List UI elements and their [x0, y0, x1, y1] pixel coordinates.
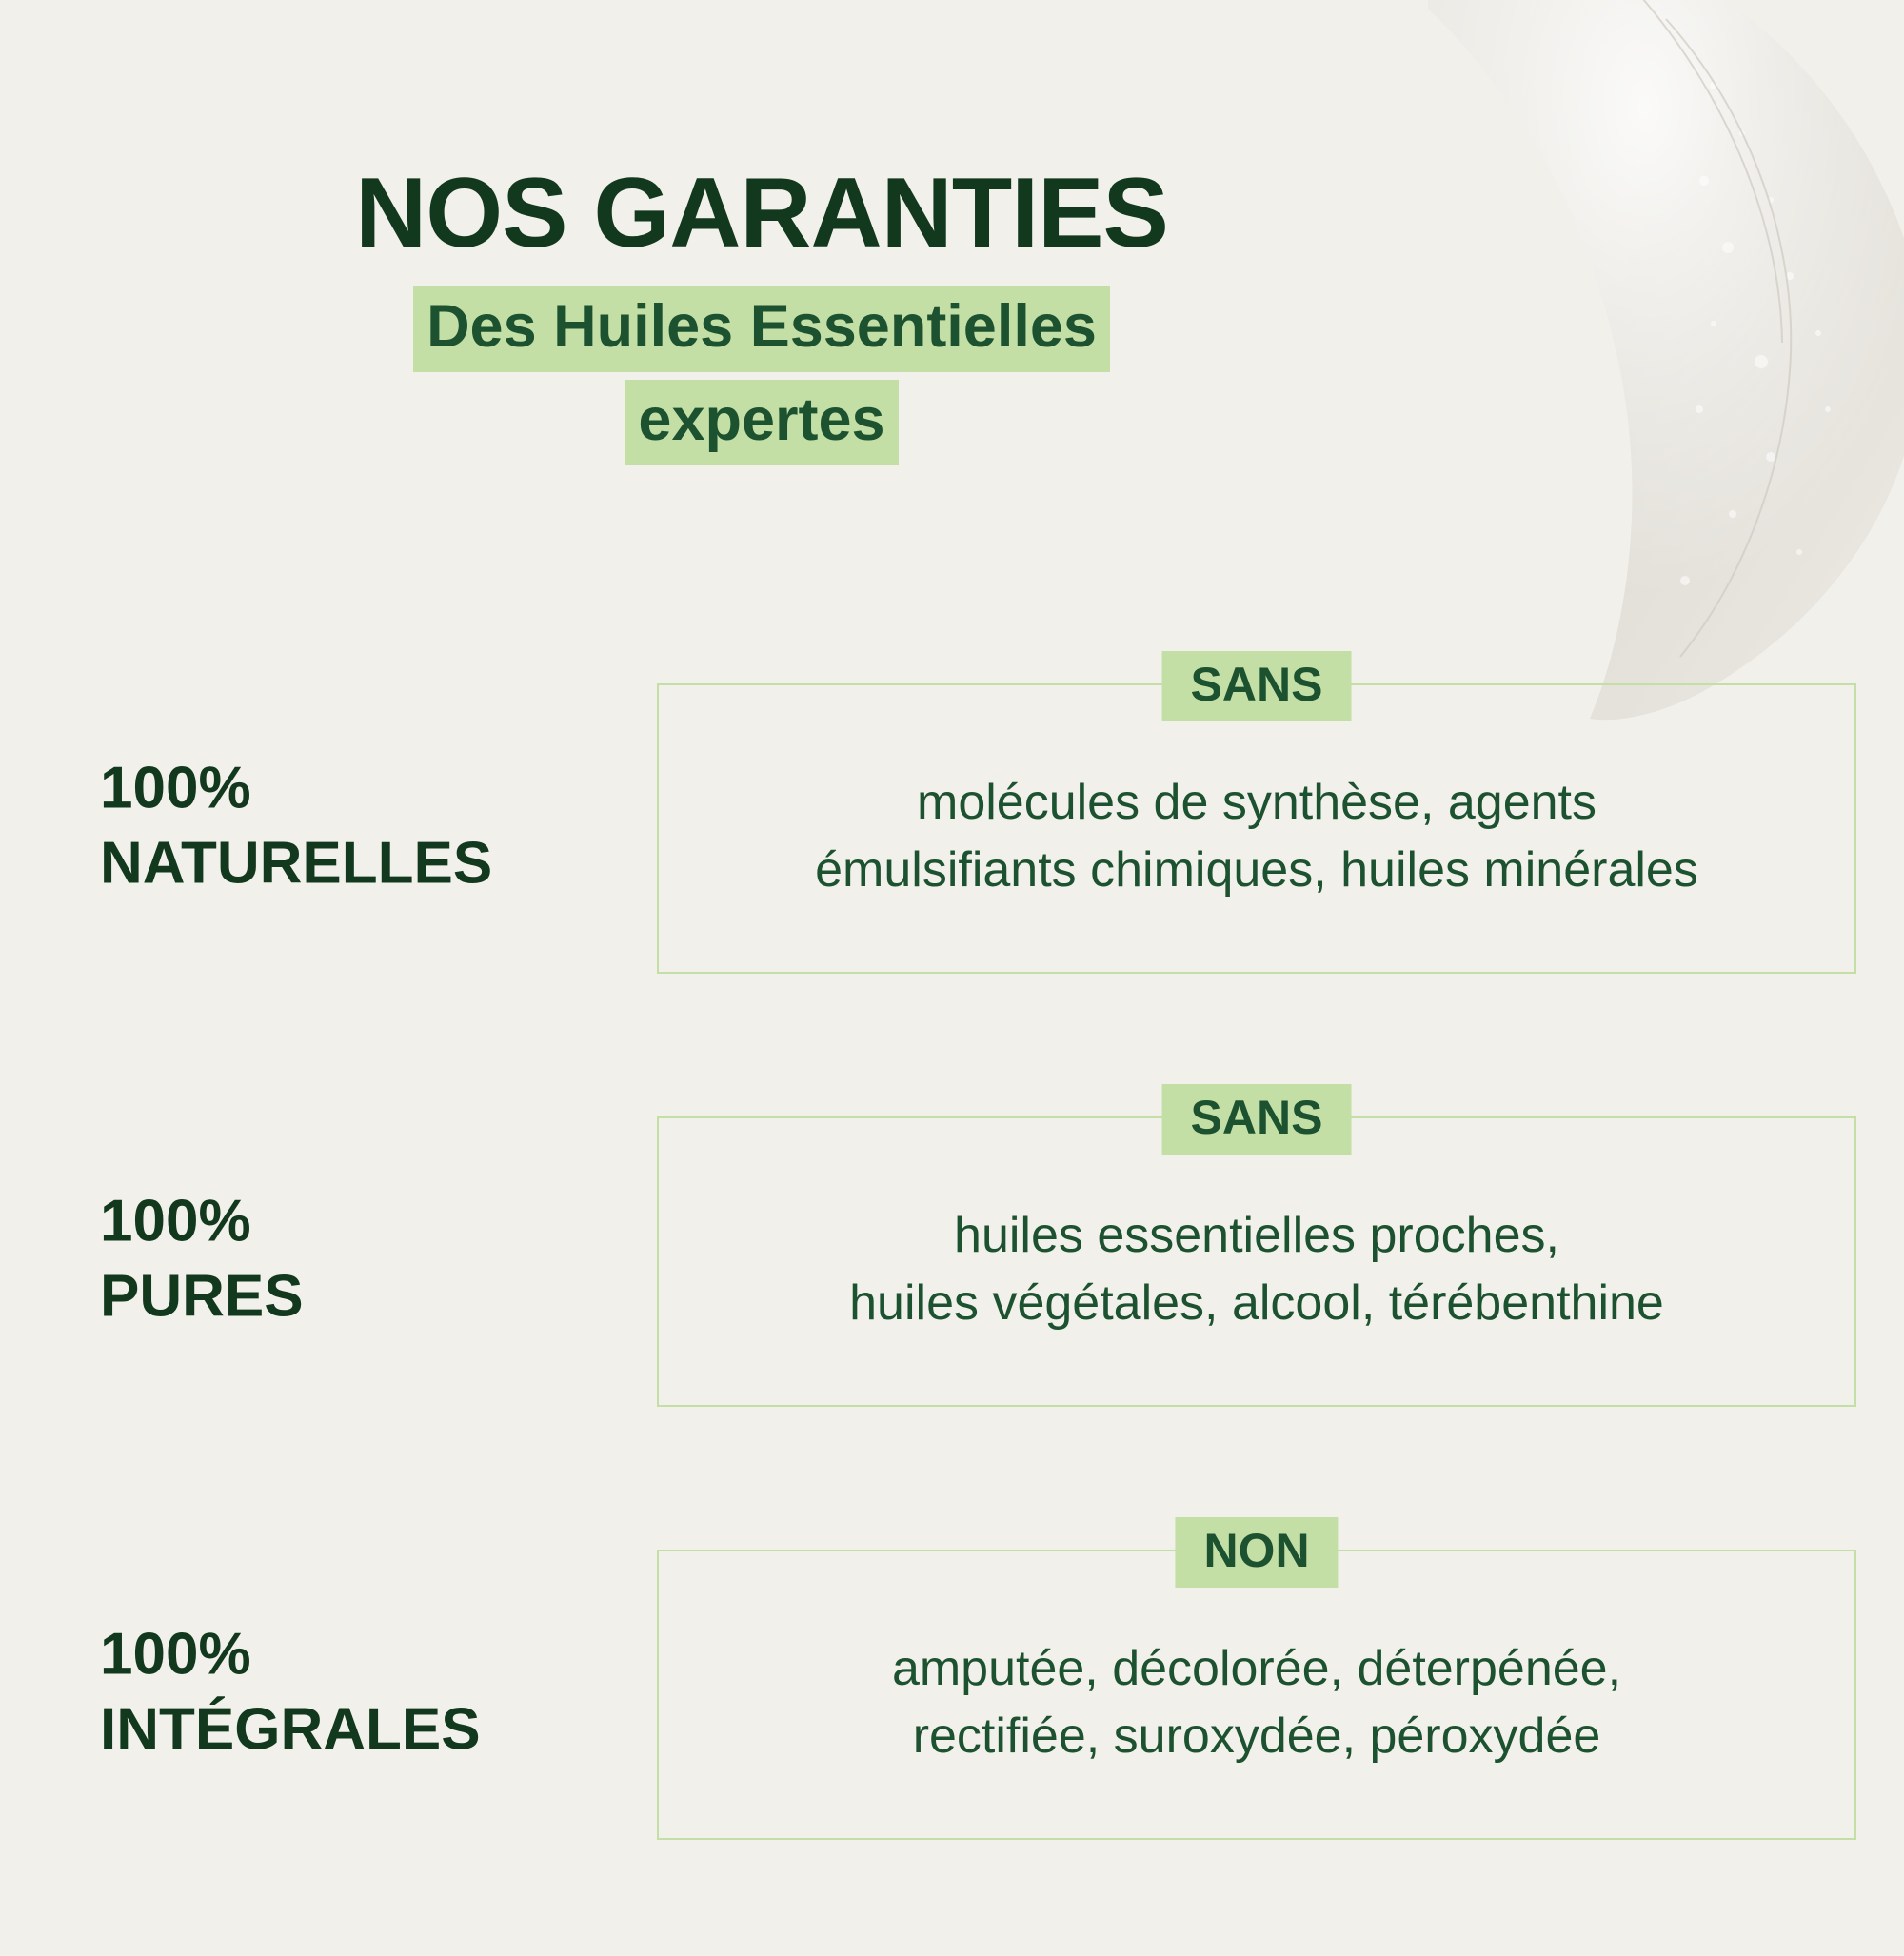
exclusion-box	[657, 658, 1856, 974]
row-label	[100, 1183, 304, 1334]
exclusion-text-line-2: émulsifiants chimiques, huiles minérales	[815, 842, 1698, 899]
row-label	[100, 750, 492, 901]
status-badge: SANS	[1162, 1084, 1352, 1155]
status-badge: NON	[1175, 1517, 1338, 1588]
status-badge: SANS	[1162, 651, 1352, 721]
exclusion-text	[687, 1201, 1826, 1338]
row-label-line-2: INTÉGRALES	[100, 1696, 481, 1763]
exclusion-text-line-1: huiles essentielles proches,	[954, 1207, 1559, 1263]
exclusion-text	[687, 768, 1826, 905]
row-label-line-2: PURES	[100, 1263, 304, 1330]
subtitle	[0, 286, 1523, 473]
exclusion-text-line-1: amputée, décolorée, déterpénée,	[891, 1640, 1622, 1696]
subtitle-line-1: Des Huiles Essentielles	[413, 286, 1110, 372]
exclusion-text	[687, 1634, 1826, 1771]
row-label-line-1: 100%	[100, 1621, 251, 1688]
row-label	[100, 1616, 481, 1768]
exclusion-text-line-2: rectifiée, suroxydée, péroxydée	[912, 1709, 1601, 1765]
exclusion-text-line-1: molécules de synthèse, agents	[917, 774, 1597, 830]
guarantee-row-naturelles	[0, 657, 1904, 995]
exclusion-box	[657, 1091, 1856, 1407]
row-label-line-1: 100%	[100, 755, 251, 821]
guarantee-row-integrales	[0, 1523, 1904, 1861]
exclusion-text-line-2: huiles végétales, alcool, térébenthine	[849, 1275, 1664, 1332]
guarantee-row-pures	[0, 1090, 1904, 1428]
subtitle-line-2: expertes	[625, 380, 898, 465]
guarantee-rows	[0, 657, 1904, 1956]
row-label-line-2: NATURELLES	[100, 830, 493, 897]
exclusion-box	[657, 1524, 1856, 1840]
page-title: NOS GARANTIES	[355, 158, 1168, 268]
header	[0, 158, 1523, 473]
row-label-line-1: 100%	[100, 1188, 251, 1255]
